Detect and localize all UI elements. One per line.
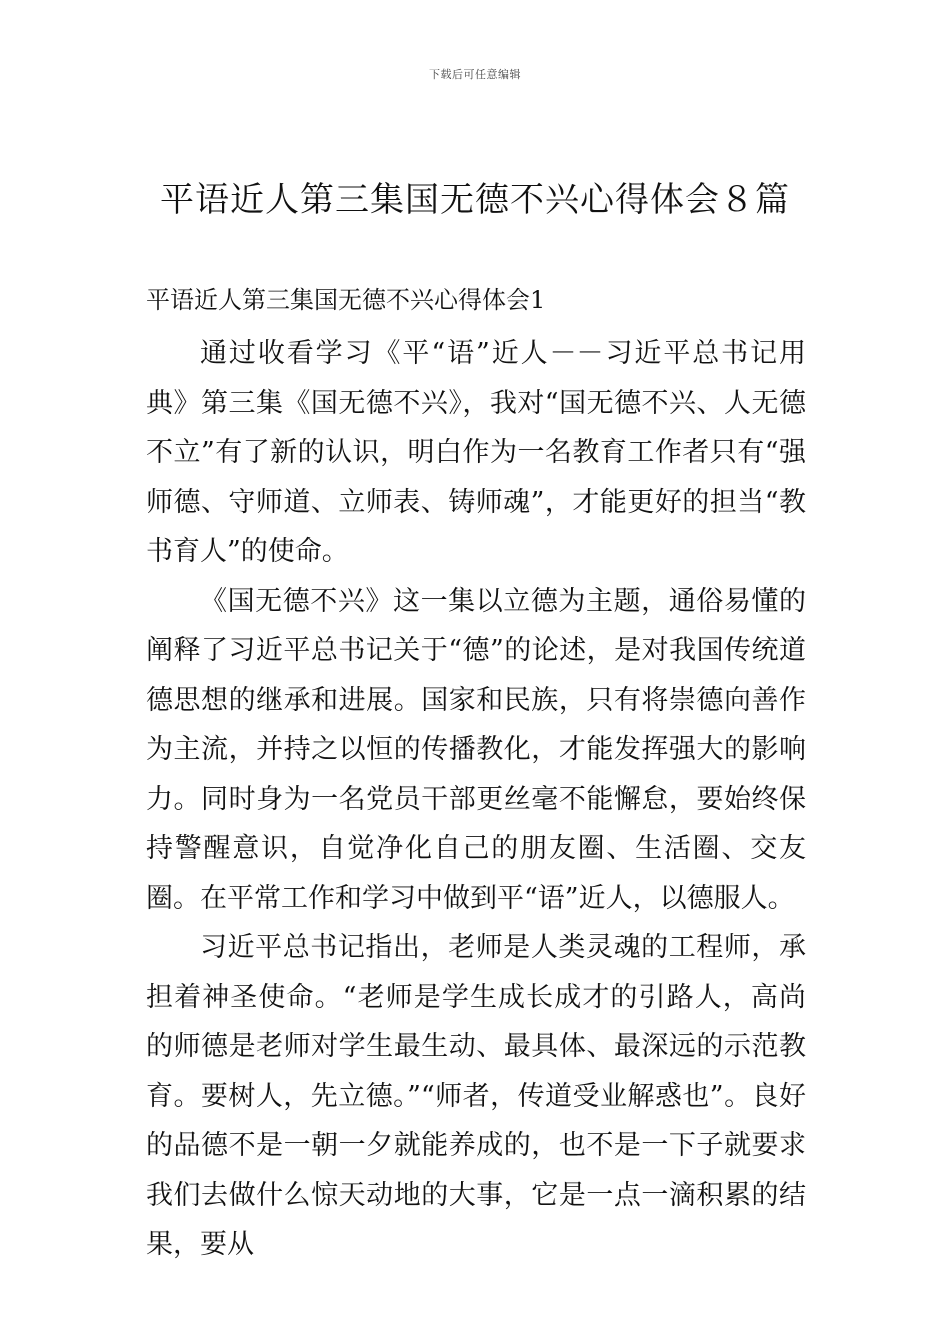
- document-body: [146, 329, 806, 1270]
- paragraph: 通过收看学习《平“语”近人－－习近平总书记用典》第三集《国无德不兴》，我对“国无德不兴、人无德不立”有了新的认识，明白作为一名教育工作者只有“强师德、守师道、立师表、铸师魂”，才能更好的担当“教书育人”的使命。: [146, 338, 806, 567]
- document-title: 平语近人第三集国无德不兴心得体会８篇: [160, 180, 790, 220]
- header-note: 下载后可任意编辑: [429, 68, 521, 81]
- paragraph: 《国无德不兴》这一集以立德为主题，通俗易懂的阐释了习近平总书记关于“德”的论述，是对我国传统道德思想的继承和进展。国家和民族，只有将崇德向善作为主流，并持之以恒的传播教化，才能发挥强大的影响力。同时身为一名党员干部更丝毫不能懈怠，要始终保持警醒意识，自觉净化自己的朋友圈、生活圈、交友圈。在平常工作和学习中做到平“语”近人，以德服人。: [146, 585, 806, 914]
- section-subtitle: 平语近人第三集国无德不兴心得体会1: [146, 286, 546, 314]
- paragraph: 习近平总书记指出，老师是人类灵魂的工程师，承担着神圣使命。“老师是学生成长成才的引路人，高尚的师德是老师对学生最生动、最具体、最深远的示范教育。要树人，先立德。”“师者，传道受业解惑也”。良好的品德不是一朝一夕就能养成的，也不是一下子就要求我们去做什么惊天动地的大事，它是一点一滴积累的结果，要从: [146, 932, 806, 1260]
